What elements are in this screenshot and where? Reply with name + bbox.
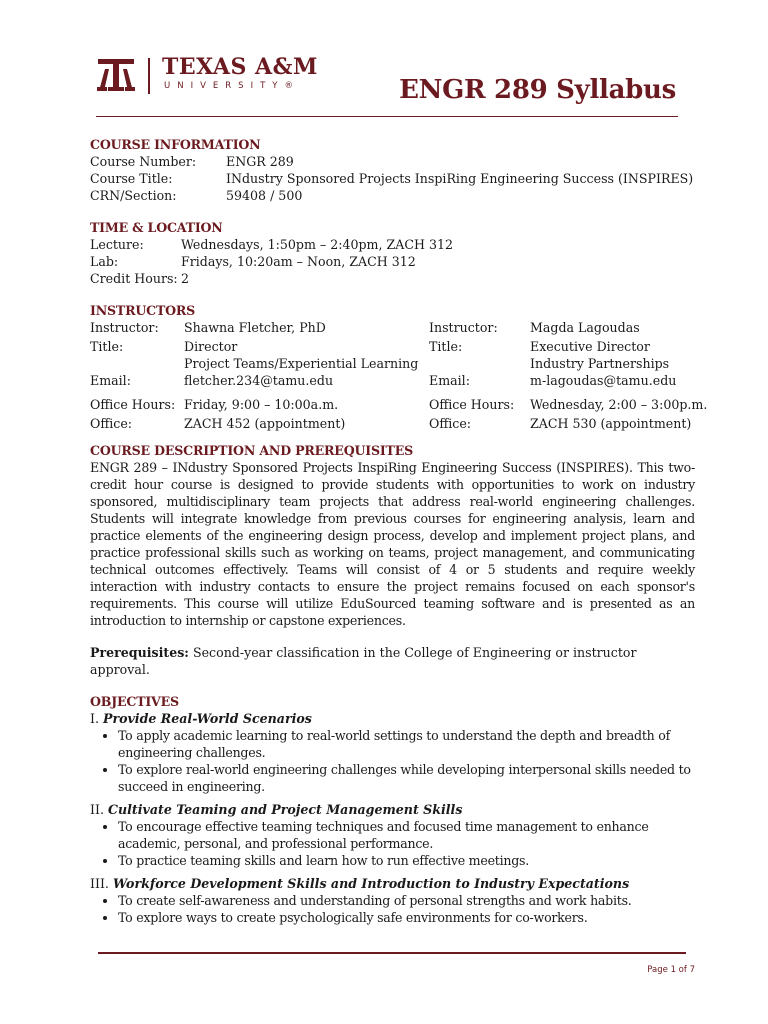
objective-title: Provide Real-World Scenarios	[102, 711, 312, 726]
page-header	[96, 56, 678, 116]
lab-label: Lab:	[90, 254, 119, 269]
objective-list	[90, 892, 695, 926]
instructor-title-line2: Project Teams/Experiential Learning	[184, 356, 419, 371]
time-location-row	[90, 236, 695, 253]
objective-list	[90, 818, 695, 869]
instructor-title-line2: Industry Partnerships	[530, 356, 670, 371]
course-description: ENGR 289 – INdustry Sponsored Projects InspiRing Engineering Success (INSPIRES). This two-credit hour course is designed to provide students with opportunities to work on industry sponsored, multidisciplinary team projects that address real-world engineering challenges. Students will integrate knowledge from previous courses for engineering analysis, learn and practice elements of the engineering design process, develop and implement project plans, and practice professional skills such as working on teams, project management, and communicating technical outcomes effectively. Teams will consist of 4 or 5 students and require weekly interaction with industry contacts to ensure the project remains focused on each sponsor's requirements. This course will utilize EduSourced teaming software and is presented as an introduction to internship or capstone experiences.	[90, 460, 695, 628]
time-location-heading: TIME & LOCATION	[90, 220, 223, 235]
header-divider	[96, 116, 678, 117]
time-location-row	[90, 270, 695, 287]
course-info-heading: COURSE INFORMATION	[90, 137, 261, 152]
lecture-label: Lecture:	[90, 237, 144, 252]
instructor-card-left	[90, 319, 429, 432]
description-heading: COURSE DESCRIPTION AND PREREQUISITES	[90, 443, 413, 458]
page-number: Page 1 of 7	[647, 965, 695, 975]
email-label: Email:	[429, 373, 470, 388]
objective-list	[90, 727, 695, 795]
office-label: Office:	[90, 416, 133, 431]
crn-section-value: 59408 / 500	[226, 188, 303, 203]
instructor-label: Instructor:	[90, 320, 159, 335]
objective-group	[90, 710, 695, 795]
objective-numeral: I.	[90, 711, 103, 726]
list-item: • To apply academic learning to real-world settings to understand the depth and breadth of engineering challenges.	[118, 727, 695, 761]
objective-numeral: III.	[90, 876, 113, 891]
title-label: Title:	[90, 339, 124, 354]
prerequisites	[90, 644, 695, 678]
time-location-section	[90, 236, 695, 287]
lab-value: Fridays, 10:20am – Noon, ZACH 312	[181, 254, 416, 269]
office-hours-value: Friday, 9:00 – 10:00a.m.	[184, 397, 339, 412]
instructor-label: Instructor:	[429, 320, 498, 335]
objectives-heading: OBJECTIVES	[90, 694, 179, 709]
objective-title: Workforce Development Skills and Introduction to Industry Expectations	[112, 876, 630, 891]
university-logo	[96, 56, 336, 96]
instructor-title: Executive Director	[530, 339, 650, 354]
credit-hours-value: 2	[181, 271, 190, 286]
atm-logo-icon	[96, 57, 136, 93]
instructor-name: Magda Lagoudas	[530, 320, 640, 335]
course-info-row	[90, 153, 695, 170]
instructor-name: Shawna Fletcher, PhD	[184, 320, 326, 335]
office-value: ZACH 530 (appointment)	[530, 416, 692, 431]
instructor-email-link[interactable]: fletcher.234@tamu.edu	[184, 373, 334, 388]
crn-section-label: CRN/Section:	[90, 188, 177, 203]
course-number-value: ENGR 289	[226, 154, 294, 169]
lecture-value: Wednesdays, 1:50pm – 2:40pm, ZACH 312	[181, 237, 453, 252]
objective-group	[90, 801, 695, 869]
syllabus-body	[90, 136, 708, 926]
prerequisites-label: Prerequisites:	[90, 645, 189, 660]
prerequisites-text: Second-year classification in the College of Engineering or instructor approval.	[90, 645, 637, 677]
title-label: Title:	[429, 339, 463, 354]
office-label: Office:	[429, 416, 472, 431]
logo-subtitle: UNIVERSITY®	[164, 81, 300, 91]
instructors-section	[90, 319, 708, 432]
course-info-row	[90, 170, 695, 187]
time-location-row	[90, 253, 695, 270]
footer-divider	[98, 952, 686, 954]
course-number-label: Course Number:	[90, 154, 197, 169]
logo-divider	[148, 58, 150, 94]
list-item: • To practice teaming skills and learn how to run effective meetings.	[118, 852, 695, 869]
list-item: • To encourage effective teaming techniques and focused time management to enhance academic, personal, and professional performance.	[118, 818, 695, 852]
course-title-value: INdustry Sponsored Projects InspiRing Engineering Success (INSPIRES)	[226, 171, 694, 186]
course-info-section	[90, 153, 695, 204]
credit-hours-label: Credit Hours:	[90, 271, 178, 286]
document-title: ENGR 289 Syllabus	[399, 75, 676, 105]
course-info-row	[90, 187, 695, 204]
list-item: • To explore real-world engineering challenges while developing interpersonal skills needed to succeed in engineering.	[118, 761, 695, 795]
list-item: • To explore ways to create psychologically safe environments for co-workers.	[118, 909, 695, 926]
office-hours-label: Office Hours:	[90, 397, 176, 412]
instructor-email-link[interactable]: m-lagoudas@tamu.edu	[530, 373, 677, 388]
office-hours-label: Office Hours:	[429, 397, 515, 412]
instructors-heading: INSTRUCTORS	[90, 303, 196, 318]
list-item: • To create self-awareness and understanding of personal strengths and work habits.	[118, 892, 695, 909]
instructor-title: Director	[184, 339, 238, 354]
objective-title: Cultivate Teaming and Project Management Skills	[107, 802, 463, 817]
office-hours-value: Wednesday, 2:00 – 3:00p.m.	[530, 397, 708, 412]
instructor-card-right	[429, 319, 708, 432]
office-value: ZACH 452 (appointment)	[184, 416, 346, 431]
course-title-label: Course Title:	[90, 171, 173, 186]
objective-numeral: II.	[90, 802, 108, 817]
objective-group	[90, 875, 695, 926]
email-label: Email:	[90, 373, 131, 388]
logo-name: TEXAS A&M	[162, 54, 318, 80]
